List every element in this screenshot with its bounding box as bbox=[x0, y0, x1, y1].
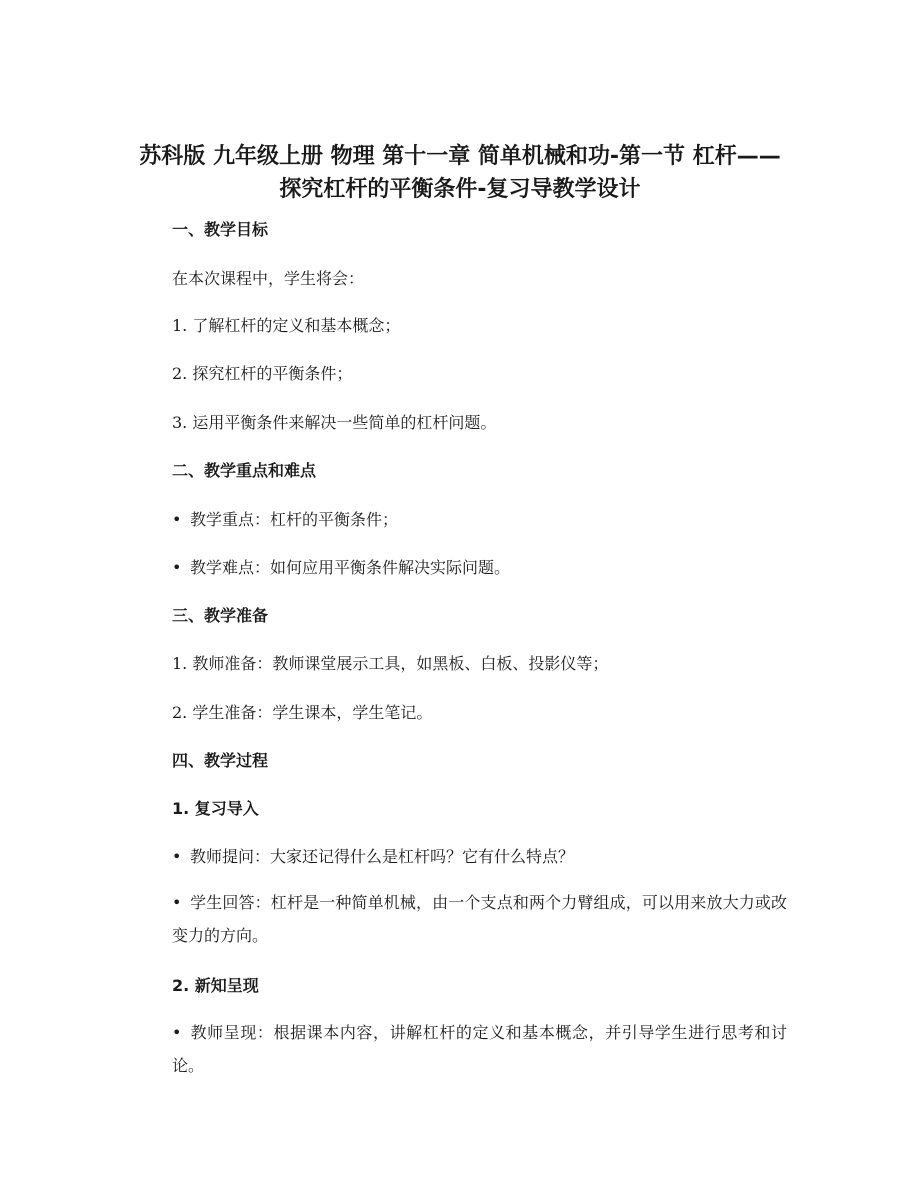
review-item-text: 学生回答：杠杆是一种简单机械，由一个支点和两个力臂组成，可以用来放大力或改变力的方向。 bbox=[172, 893, 787, 945]
title-line-2: 探究杠杆的平衡条件-复习导教学设计 bbox=[279, 177, 641, 202]
section-heading-key-points: 二、教学重点和难点 bbox=[172, 461, 317, 480]
review-item-2 bbox=[172, 886, 787, 952]
preparation-item-1: 1. 教师准备：教师课堂展示工具，如黑板、白板、投影仪等； bbox=[172, 654, 609, 673]
bullet-icon: • bbox=[172, 893, 182, 912]
key-point-item-1 bbox=[172, 507, 398, 533]
section-heading-objectives: 一、教学目标 bbox=[172, 220, 269, 239]
new-knowledge-item-1 bbox=[172, 1016, 787, 1082]
bullet-icon: • bbox=[172, 847, 182, 866]
key-point-text: 教学重点：杠杆的平衡条件； bbox=[190, 510, 399, 529]
review-item-1 bbox=[172, 844, 574, 870]
objective-item-2: 2. 探究杠杆的平衡条件； bbox=[172, 364, 353, 383]
key-point-text: 教学难点：如何应用平衡条件解决实际问题。 bbox=[190, 558, 511, 577]
bullet-icon: • bbox=[172, 1023, 182, 1042]
subsection-heading-review: 1. 复习导入 bbox=[172, 799, 259, 818]
preparation-item-2: 2. 学生准备：学生课本，学生笔记。 bbox=[172, 703, 433, 722]
section-heading-preparation: 三、教学准备 bbox=[172, 606, 269, 625]
title-line-1: 苏科版 九年级上册 物理 第十一章 简单机械和功-第一节 杠杆—— bbox=[139, 144, 781, 169]
document-title bbox=[120, 140, 800, 206]
bullet-icon: • bbox=[172, 510, 182, 529]
section-heading-process: 四、教学过程 bbox=[172, 751, 269, 770]
objectives-intro: 在本次课程中，学生将会： bbox=[172, 269, 365, 288]
bullet-icon: • bbox=[172, 558, 182, 577]
review-item-text: 教师提问：大家还记得什么是杠杆吗？它有什么特点？ bbox=[190, 847, 575, 866]
subsection-heading-new-knowledge: 2. 新知呈现 bbox=[172, 976, 259, 995]
new-knowledge-text: 教师呈现：根据课本内容，讲解杠杆的定义和基本概念，并引导学生进行思考和讨论。 bbox=[172, 1023, 787, 1075]
objective-item-3: 3. 运用平衡条件来解决一些简单的杠杆问题。 bbox=[172, 413, 497, 432]
key-point-item-2 bbox=[172, 555, 510, 581]
objective-item-1: 1. 了解杠杆的定义和基本概念； bbox=[172, 316, 401, 335]
